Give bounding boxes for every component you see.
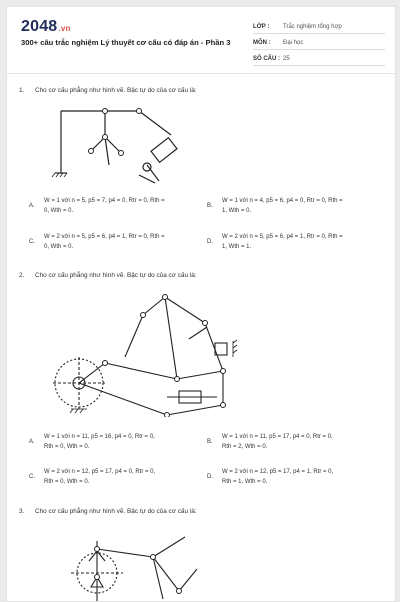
option-text: 1, Wth = 1. [222,244,252,250]
option-letter: C. [29,239,35,245]
site-logo[interactable] [21,18,71,36]
meta-key: MÔN : [253,40,271,46]
option-letter: A. [29,203,35,209]
question-text: Cho cơ cấu phẳng như hình vẽ. Bậc tự do của cơ cấu là: [35,508,197,515]
meta-value[interactable]: Trắc nghiệm tổng hợp [283,24,342,30]
question-number: 1. [19,87,25,94]
question-2 [19,272,197,279]
meta-subject [253,37,385,50]
option-text: W = 1 với n = 5, p5 = 7, p4 = 0, Rtr = 0, Rth = [44,198,165,204]
meta-value: 25 [283,56,290,62]
meta-count [253,53,385,66]
question-number: 2. [19,272,25,279]
question-1 [19,87,197,94]
option-text: W = 2 với n = 12, p5 = 17, p4 = 0, Rtr = 0, [44,469,156,475]
option-text: W = 1 với n = 11, p5 = 16, p4 = 0, Rtr = 0, [44,434,155,440]
meta-value[interactable]: Đại học [283,40,304,46]
logo-tld: .vn [58,24,71,33]
meta-class [253,21,385,34]
header-divider [7,73,395,74]
option-letter: B. [207,439,213,445]
option-text: Rth = 0, Wth = 0. [44,444,90,450]
option-text: W = 2 với n = 5, p5 = 6, p4 = 1, Rtr = 0, Rth = [222,234,343,240]
mechanism-figure-1 [43,103,193,191]
mechanism-figure-3 [67,529,217,601]
option-text: 1, Wth = 0. [222,208,252,214]
option-text: Rth = 2, Wth = 0. [222,444,268,450]
question-text: Cho cơ cấu phẳng như hình vẽ. Bậc tự do của cơ cấu là: [35,272,197,279]
option-letter: A. [29,439,35,445]
option-text: W = 1 với n = 4, p5 = 6, p4 = 0, Rtr = 0, Rth = [222,198,343,204]
option-text: W = 1 với n = 11, p5 = 17, p4 = 0, Rtr = 0, [222,434,333,440]
document-title: 300+ câu trắc nghiệm Lý thuyết cơ cấu có đáp án - Phần 3 [21,38,231,47]
option-text: W = 2 với n = 12, p5 = 17, p4 = 1, Rtr = 0, [222,469,334,475]
option-letter: D. [207,474,213,480]
option-text: Rth = 1, Wth = 0. [222,479,268,485]
option-letter: D. [207,239,213,245]
option-letter: B. [207,203,213,209]
option-text: 0, Wth = 0. [44,208,74,214]
mechanism-figure-2 [47,287,247,417]
option-letter: C. [29,474,35,480]
meta-key: SỐ CÂU : [253,56,280,62]
option-text: 0, Wth = 0. [44,244,74,250]
document-meta [253,21,385,69]
question-3 [19,508,197,515]
document-page [6,6,396,602]
option-text: W = 2 với n = 5, p5 = 6, p4 = 1, Rtr = 0, Rth = [44,234,165,240]
logo-text: 2048 [21,18,58,35]
question-text: Cho cơ cấu phẳng như hình vẽ. Bậc tự do của cơ cấu là: [35,87,197,94]
meta-key: LỚP : [253,24,270,30]
option-text: Rth = 0, Wth = 0. [44,479,90,485]
question-number: 3. [19,508,25,515]
